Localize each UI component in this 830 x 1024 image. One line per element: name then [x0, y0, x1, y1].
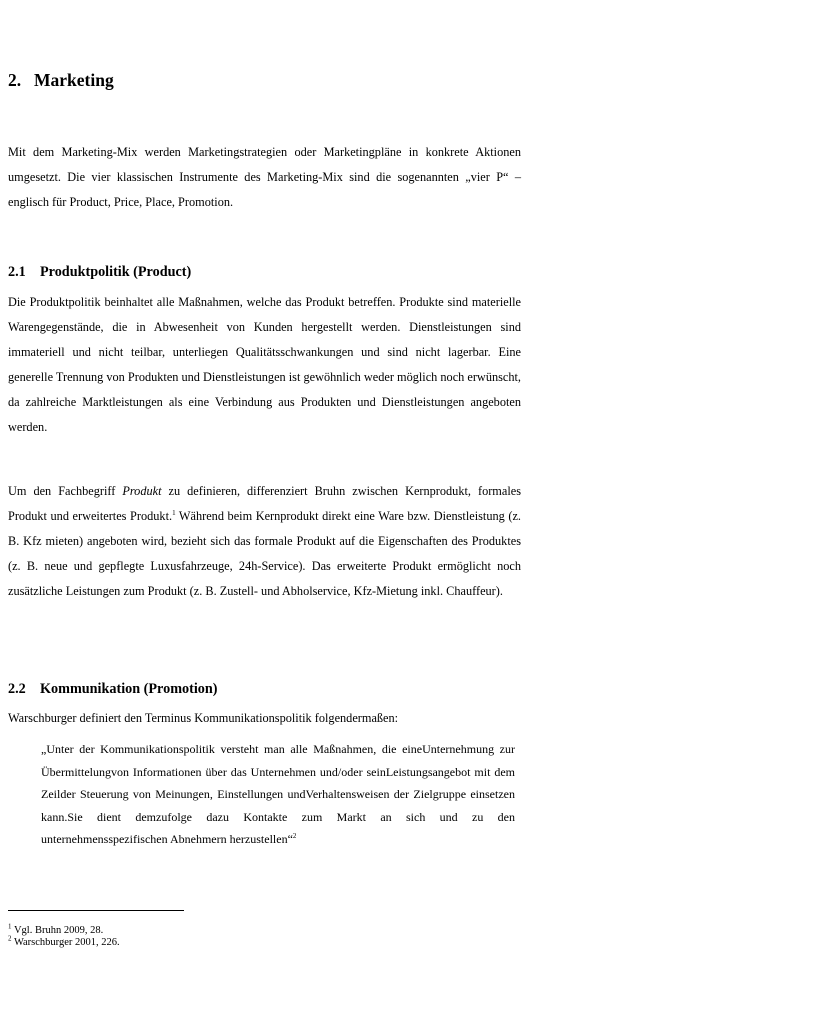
subsection-number: 2.1	[8, 264, 26, 280]
emphasis-term: Produkt	[122, 484, 162, 498]
footnote-text: Warschburger 2001, 226.	[13, 937, 120, 948]
subsection-heading-promotion	[8, 681, 217, 698]
product-paragraph-1: Die Produktpolitik beinhaltet alle Maßnahmen, welche das Produkt betreffen. Produkte sind materielle Warengegenstände, die in Abwesenheit von Kunden hergestellt werden. Dienstleistungen sind immateriell und nicht teilbar, unterliegen Qualitätsschwankungen und sind nicht lagerbar. Eine generelle Trennung von Produkten und Dienstleistungen ist gewöhnlich weder möglich noch erwünscht, da zahlreiche Marktleistungen als eine Verbindung aus Produkten und Dienstleistungen angeboten werden.	[8, 295, 521, 434]
text-run: Um den Fachbegriff	[8, 484, 123, 498]
block-quote	[41, 738, 515, 851]
section-title: Marketing	[34, 70, 114, 90]
product-paragraph-2	[8, 479, 521, 604]
promotion-lead: Warschburger definiert den Terminus Kommunikationspolitik folgendermaßen:	[8, 711, 399, 725]
footnote-mark: 2	[8, 934, 12, 943]
subsection-title: Kommunikation (Promotion)	[40, 681, 218, 697]
footnote-mark: 1	[8, 922, 12, 931]
text-run: Während beim Kernprodukt direkt eine Ware bzw. Dienstleistung (z. B. Kfz mieten) angeboten wird, bezieht sich das formale Produkt auf die Eigenschaften des Produktes (z. B. neue und gepflegte Luxusfahrzeuge, 24h-Service). Das erweiterte Produkt ermöglicht noch zusätzliche Leistungen zum Produkt (z. B. Zustell- und Abholservice, Kfz-Mietung inkl. Chauffeur).	[8, 509, 521, 598]
subsection-number: 2.2	[8, 681, 26, 697]
footnote-ref[interactable]: 2	[292, 832, 297, 840]
section-heading	[8, 70, 114, 91]
footnote-ref[interactable]: 1	[172, 508, 176, 517]
text-run: zu definieren, differenziert Bruhn zwischen Kernprodukt, formales Produkt und erweitertes Produkt.	[8, 484, 521, 523]
footnote-1	[8, 922, 104, 936]
footnote-text: Vgl. Bruhn 2009, 28.	[13, 925, 104, 936]
subsection-title: Produktpolitik (Product)	[40, 264, 192, 280]
quote-text: „Unter der Kommunikationspolitik versteht man alle Maßnahmen, die eineUnternehmung zur Übermittelungvon Informationen über das Unternehmen und/oder seinLeistungsangebot mit dem Zeilder Steuerung von Meinungen, Einstellungen undVerhaltensweisen der Zielgruppe einsetzen kann.Sie dient demzufolge dazu Kontakte zum Markt an sich und zu den unternehmensspezifischen Abnehmern herzustellen“	[41, 742, 515, 846]
footnote-2	[8, 934, 120, 948]
subsection-heading-product	[8, 264, 191, 281]
section-number: 2.	[8, 70, 22, 90]
footnote-divider	[8, 910, 184, 911]
intro-paragraph: Mit dem Marketing-Mix werden Marketingstrategien oder Marketingpläne in konkrete Aktionen umgesetzt. Die vier klassischen Instrumente des Marketing-Mix sind die sogenannten „vier P“ – englisch für Product, Price, Place, Promotion.	[8, 145, 521, 209]
